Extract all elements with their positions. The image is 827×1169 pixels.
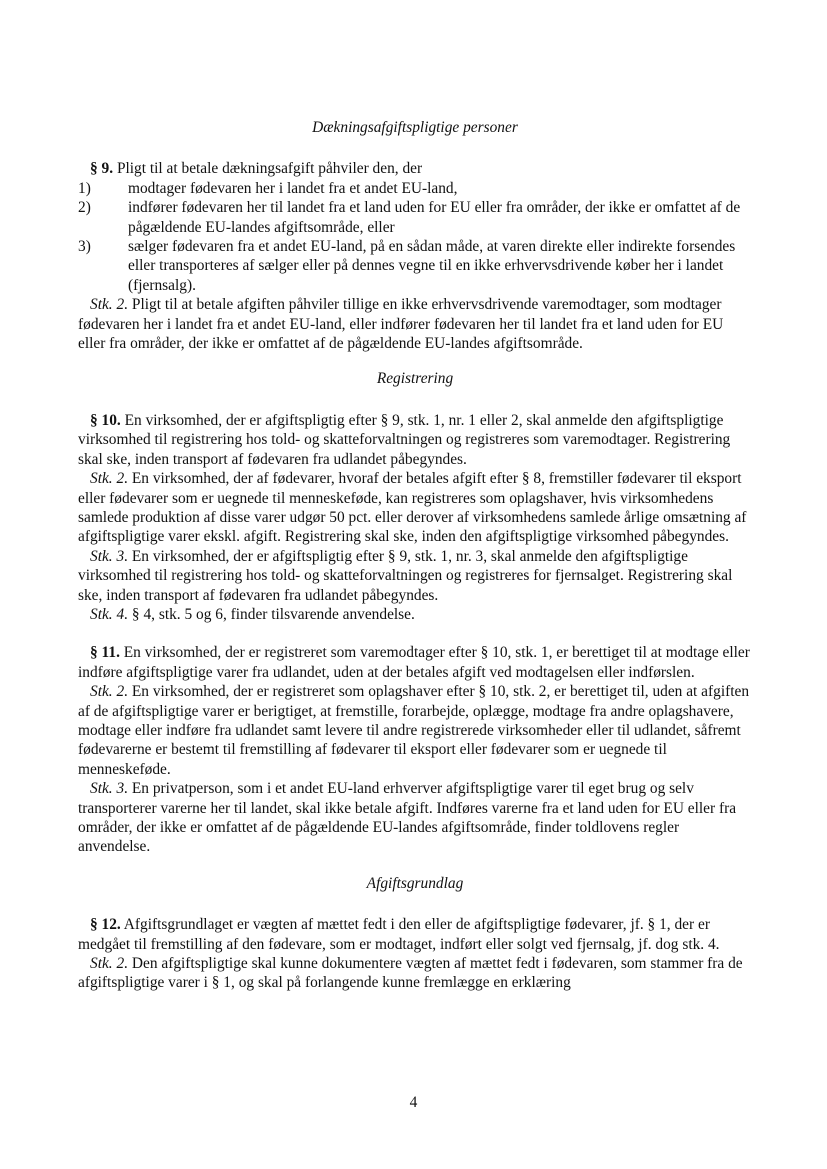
stk-label: Stk. 3. bbox=[90, 547, 129, 565]
list-item bbox=[78, 198, 752, 237]
list-item-number: 3) bbox=[78, 238, 91, 256]
section-number-10: § 10. bbox=[90, 411, 121, 429]
list-item bbox=[78, 179, 752, 198]
list-item-text: modtager fødevaren her i landet fra et andet EU-land, bbox=[128, 179, 458, 197]
s12-text: Afgiftsgrundlaget er vægten af mættet fedt i den eller de afgiftspligtige fødevarer, jf. § 1, der er medgået til fremstilling af den fødevare, som er modtaget, indført eller solgt ved fjernsalg, jf. dog stk. 4. bbox=[78, 916, 720, 953]
paragraph-s10-stk3 bbox=[78, 547, 752, 605]
paragraph-s12-stk2 bbox=[78, 954, 752, 993]
section-number-11: § 11. bbox=[90, 644, 120, 662]
stk-text: En virksomhed, der er afgiftspligtig efter § 9, stk. 1, nr. 3, skal anmelde den afgiftspligtige virksomhed til registrering hos told- og skatteforvaltningen og registreres for fjernsalget. Registrering skal ske, inden transport af fødevaren fra udlandet påbegyndes. bbox=[78, 547, 733, 604]
stk-label: Stk. 2. bbox=[90, 955, 129, 973]
document-page bbox=[78, 0, 752, 993]
stk-text: § 4, stk. 5 og 6, finder tilsvarende anvendelse. bbox=[128, 605, 415, 623]
section-number-9: § 9. bbox=[90, 160, 114, 178]
stk-label: Stk. 2. bbox=[90, 683, 129, 701]
list-item-number: 1) bbox=[78, 179, 91, 197]
section-number-12: § 12. bbox=[90, 916, 121, 934]
list-item-text: indfører fødevaren her til landet fra et land uden for EU eller fra områder, der ikke er omfattet af de pågældende EU-landes afgiftsområde, eller bbox=[128, 199, 741, 236]
stk-text: En virksomhed, der af fødevarer, hvoraf der betales afgift efter § 8, fremstiller fødevarer til eksport eller fødevarer som er uegnede til menneskeføde, kan registreres som oplagshaver, hvis virksomhedens samlede produktion af disse varer udgør 50 pct. eller derover af virksomhedens samlede årlige omsætning af afgiftspligtige varer ekskl. afgift. Registrering skal ske, inden den afgiftspligtige virksomhed påbegyndes. bbox=[78, 470, 747, 546]
stk-text: En privatperson, som i et andet EU-land erhverver afgiftspligtige varer til eget brug og selv transporterer varerne her til landet, skal ikke betale afgift. Indføres varerne fra et land uden for EU eller fra områder, der ikke er omfattet af de pågældende EU-landes afgiftsområde, finder toldlovens regler anvendelse. bbox=[78, 780, 737, 856]
stk-text: Pligt til at betale afgiften påhviler tillige en ikke erhvervsdrivende varemodtager, som modtager fødevaren her i landet fra et andet EU-land, eller indfører fødevaren her til landet fra et land uden for EU eller fra områder, der ikke er omfattet af de pågældende EU-landes afgiftsområde. bbox=[78, 296, 724, 353]
s10-text: En virksomhed, der er afgiftspligtig efter § 9, stk. 1, nr. 1 eller 2, skal anmelde den afgiftspligtige virksomhed til registrering hos told- og skatteforvaltningen og registreres som varemodtager. Registrering skal ske, inden transport af fødevaren fra udlandet påbegyndes. bbox=[78, 411, 731, 468]
stk-label: Stk. 4. bbox=[90, 605, 129, 623]
stk-text: En virksomhed, der er registreret som oplagshaver efter § 10, stk. 2, er berettiget til, uden at afgiften af de afgiftspligtige varer er berigtiget, at fremstille, forarbejde, oplægge, modtage fra andre oplagshavere, modtage eller indføre fra udlandet samt levere til andre registrerede virksomheder eller til udlandet, såfremt fødevarerne er bestemt til fremstilling af fødevarer til eksport eller fødevarer som er uegnede til menneskeføde. bbox=[78, 683, 750, 778]
paragraph-s9-intro bbox=[78, 159, 752, 178]
paragraph-s10 bbox=[78, 411, 752, 469]
paragraph-s11-stk3 bbox=[78, 779, 752, 857]
list-item-text: sælger fødevaren fra et andet EU-land, på en sådan måde, at varen direkte eller indirekte forsendes eller transporteres af sælger eller på dennes vegne til en ikke erhvervsdrivende køber her i landet (fjernsalg). bbox=[128, 238, 736, 294]
stk-label: Stk. 2. bbox=[90, 470, 129, 488]
paragraph-s9-stk2 bbox=[78, 295, 752, 353]
heading-registrering: Registrering bbox=[376, 370, 454, 388]
s11-text: En virksomhed, der er registreret som varemodtager efter § 10, stk. 1, er berettiget til at modtage eller indføre afgiftspligtige varer fra udlandet, uden at der betales afgift ved modtagelsen eller indførslen. bbox=[78, 644, 750, 681]
s9-intro-text: Pligt til at betale dækningsafgift påhviler den, der bbox=[113, 160, 423, 178]
paragraph-s12 bbox=[78, 915, 752, 954]
paragraph-s11-stk2 bbox=[78, 682, 752, 779]
list-item-number: 2) bbox=[78, 199, 91, 217]
heading-afgiftsgrundlag: Afgiftsgrundlag bbox=[366, 874, 464, 892]
stk-label: Stk. 3. bbox=[90, 780, 129, 798]
paragraph-s10-stk4 bbox=[78, 605, 752, 624]
stk-label: Stk. 2. bbox=[90, 296, 129, 314]
paragraph-s11 bbox=[78, 643, 752, 682]
heading-daekningsafgiftspligtige-personer: Dækningsafgiftspligtige personer bbox=[312, 119, 518, 136]
stk-text: Den afgiftspligtige skal kunne dokumentere vægten af mættet fedt i fødevaren, som stammer fra de afgiftspligtige varer i § 1, og skal på forlangende kunne fremlægge en erklæring bbox=[78, 955, 743, 992]
page-number: 4 bbox=[409, 1094, 418, 1111]
paragraph-s10-stk2 bbox=[78, 469, 752, 547]
list-item bbox=[78, 237, 752, 295]
